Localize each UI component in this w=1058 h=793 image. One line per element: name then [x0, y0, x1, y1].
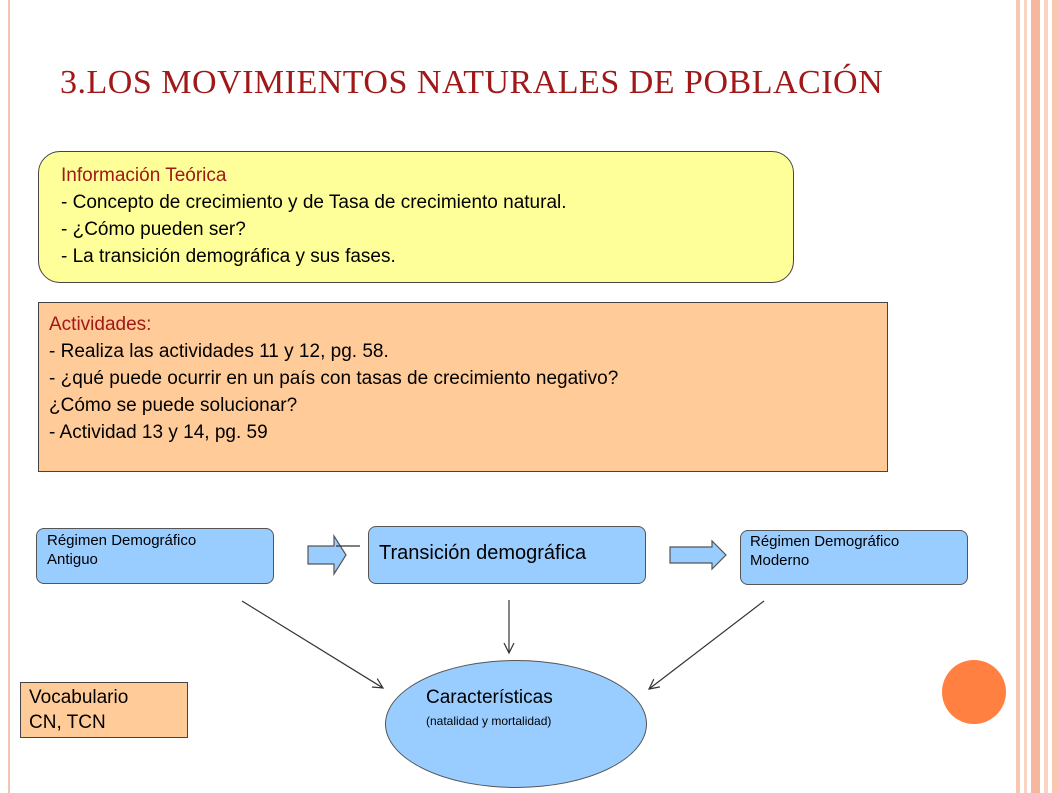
activity-line: - Actividad 13 y 14, pg. 59 — [49, 422, 268, 443]
arrow-antiguo-to-caracteristicas — [242, 601, 383, 688]
activity-line: - Realiza las actividades 11 y 12, pg. 58. — [49, 341, 389, 362]
theory-line: - ¿Cómo pueden ser? — [61, 219, 246, 240]
regimen-antiguo-line: Antiguo — [47, 551, 98, 568]
vocabulary-line: Vocabulario — [29, 687, 129, 708]
activity-line: ¿Cómo se puede solucionar? — [49, 395, 298, 416]
theory-line: - Concepto de crecimiento y de Tasa de crecimiento natural. — [61, 192, 567, 213]
block-arrow-left — [308, 536, 346, 574]
theory-line: - La transición demográfica y sus fases. — [61, 246, 396, 267]
transicion-label: Transición demográfica — [379, 542, 587, 564]
regimen-antiguo-line: Régimen Demográfico — [47, 532, 197, 549]
caracteristicas-subtitle: (natalidad y mortalidad) — [426, 714, 552, 728]
regimen-moderno-line: Régimen Demográfico — [750, 533, 900, 550]
block-arrow-right — [670, 541, 726, 569]
activities-heading: Actividades: — [49, 314, 152, 335]
activity-line: - ¿qué puede ocurrir en un país con tasas de crecimiento negativo? — [49, 368, 619, 389]
caracteristicas-title: Características — [426, 687, 553, 708]
theory-heading: Información Teórica — [61, 165, 227, 186]
vocabulary-line: CN, TCN — [29, 712, 106, 733]
arrow-moderno-to-caracteristicas — [649, 601, 764, 689]
regimen-moderno-line: Moderno — [750, 552, 810, 569]
slide-title: 3.LOS MOVIMIENTOS NATURALES DE POBLACIÓN — [60, 64, 884, 101]
